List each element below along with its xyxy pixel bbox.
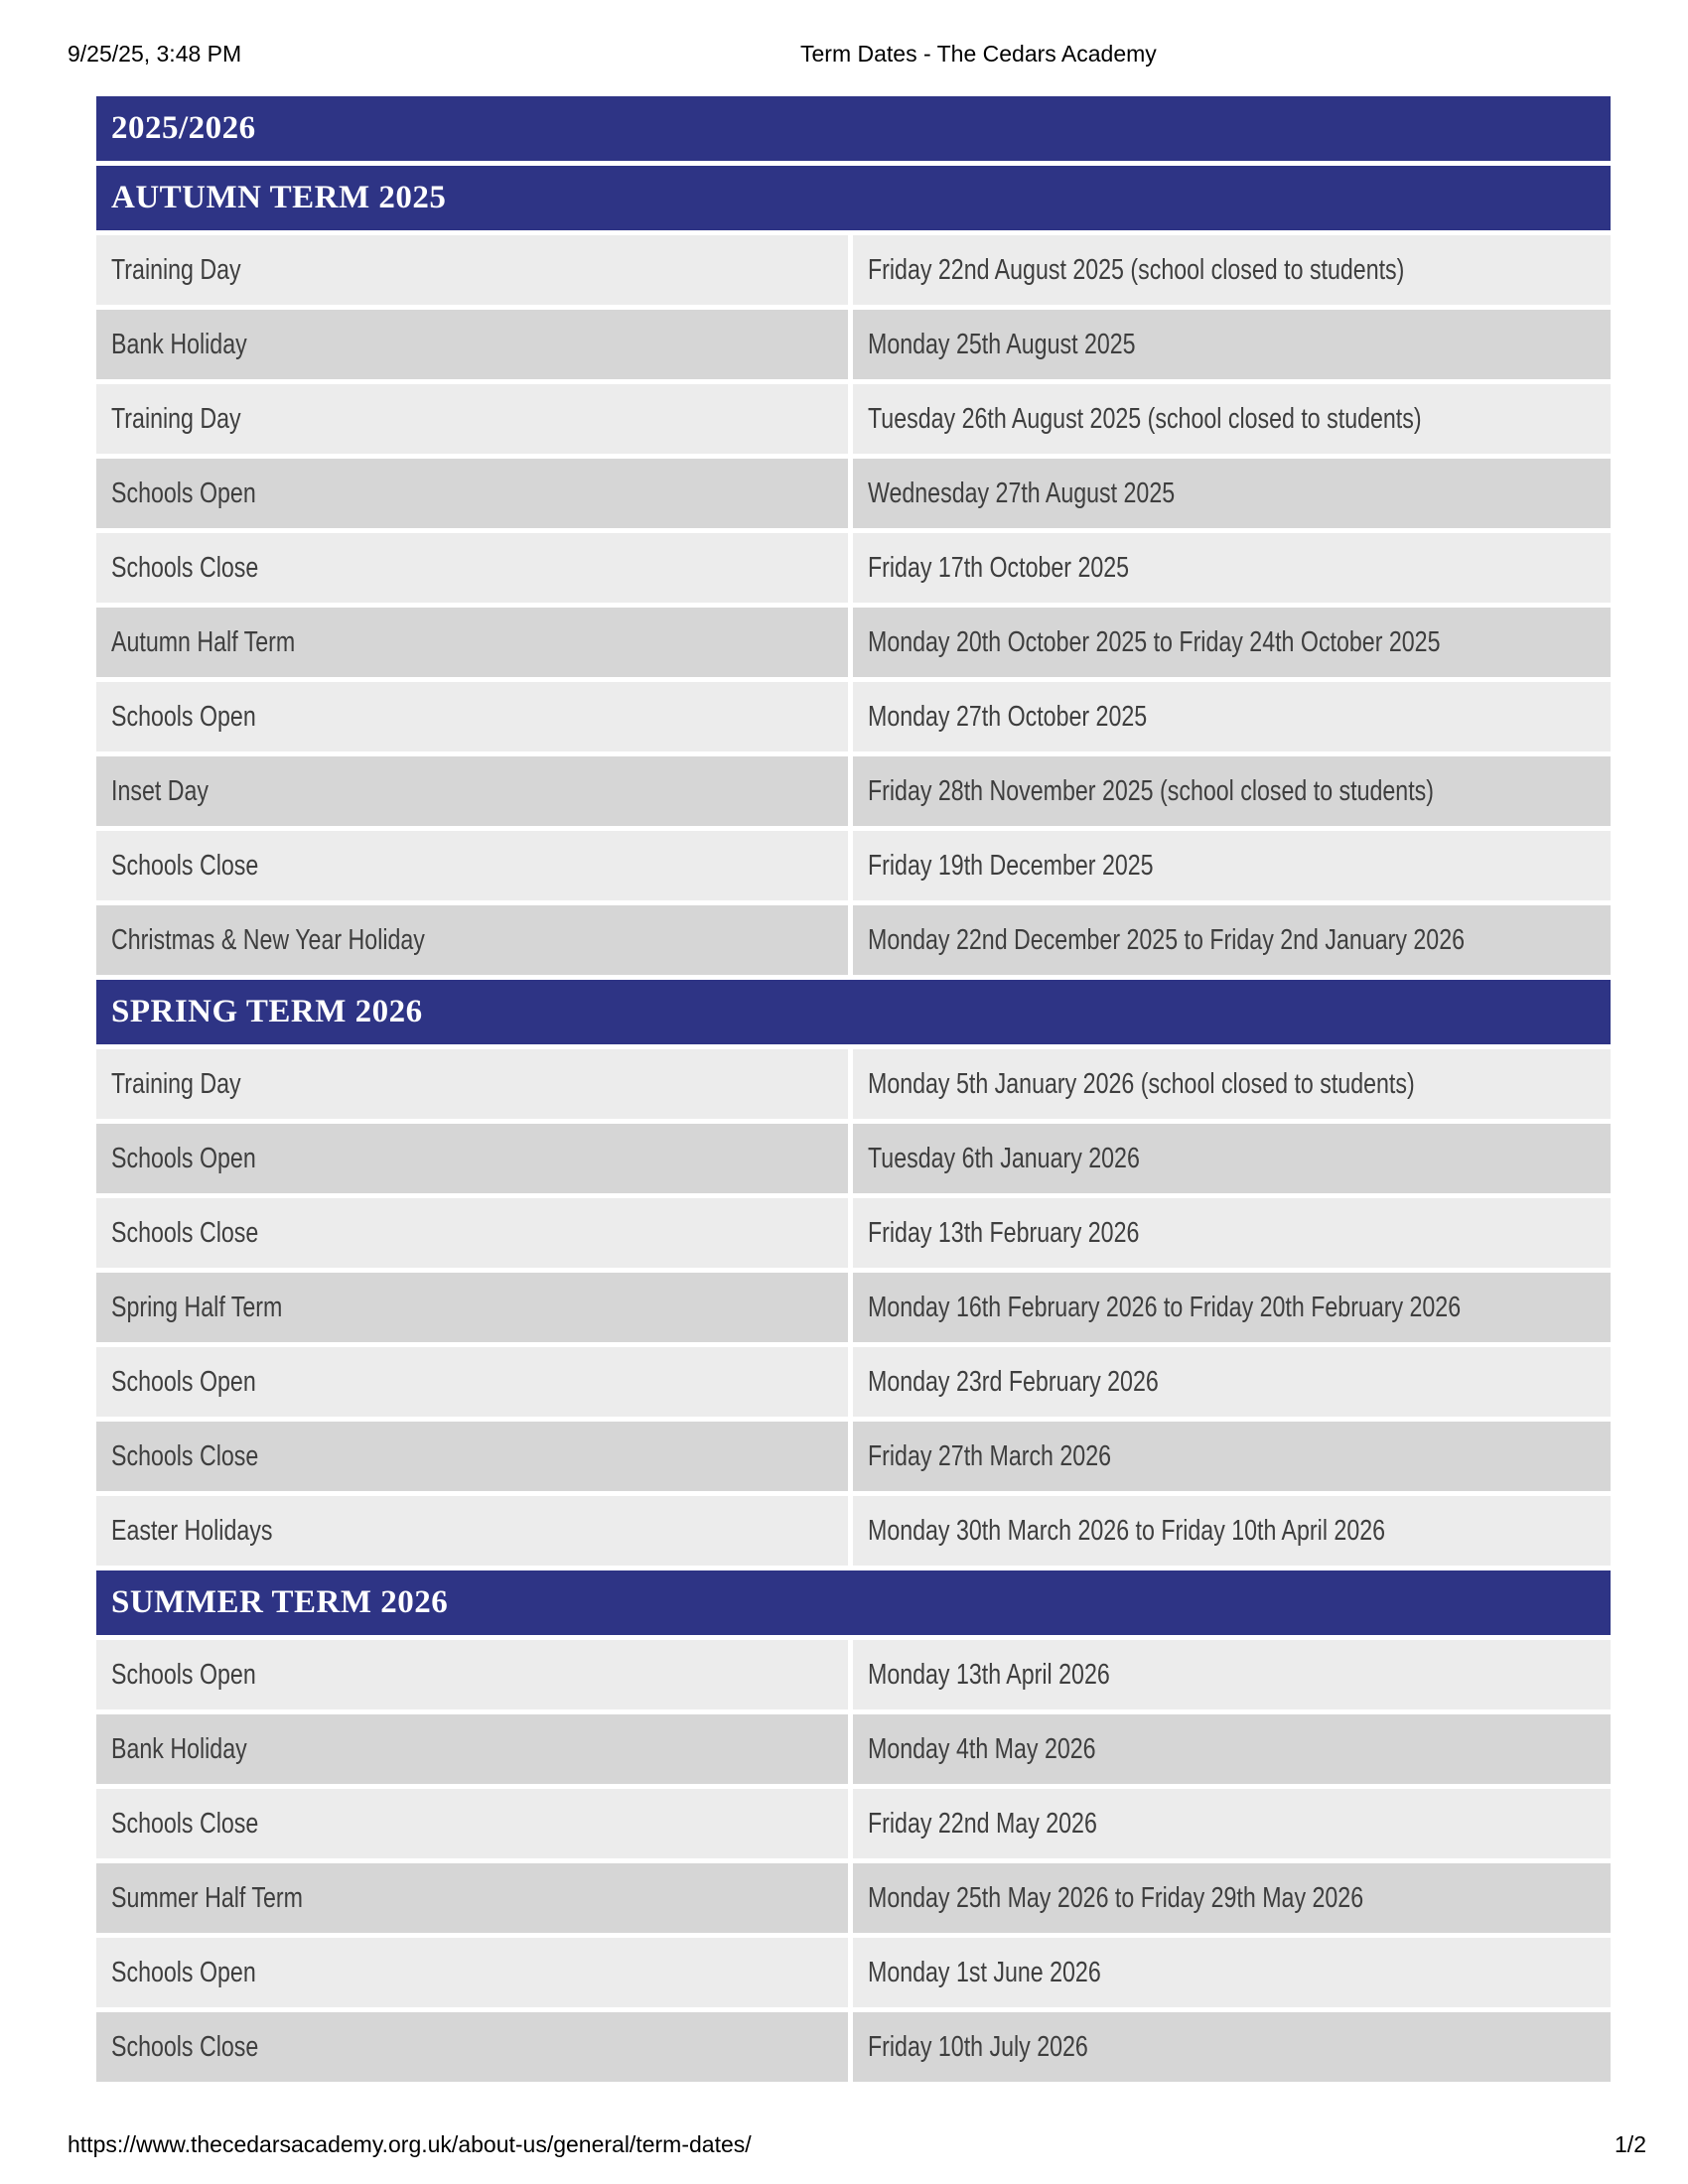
date-text: Friday 19th December 2025 bbox=[868, 849, 1154, 882]
table-row bbox=[96, 1273, 1611, 1342]
event-cell bbox=[96, 608, 848, 677]
event-text: Schools Open bbox=[111, 1658, 256, 1691]
date-cell bbox=[853, 1714, 1611, 1784]
date-text: Monday 1st June 2026 bbox=[868, 1956, 1101, 1988]
date-cell bbox=[853, 459, 1611, 528]
event-text: Schools Open bbox=[111, 477, 256, 509]
table-row bbox=[96, 459, 1611, 528]
event-text: Schools Close bbox=[111, 551, 259, 584]
event-cell bbox=[96, 310, 848, 379]
date-text: Monday 23rd February 2026 bbox=[868, 1365, 1159, 1398]
event-cell bbox=[96, 1124, 848, 1193]
event-cell bbox=[96, 1714, 848, 1784]
date-cell bbox=[853, 1347, 1611, 1417]
event-cell bbox=[96, 2012, 848, 2082]
date-cell bbox=[853, 1496, 1611, 1566]
event-text: Training Day bbox=[111, 402, 241, 435]
date-cell bbox=[853, 1789, 1611, 1858]
table-row bbox=[96, 1938, 1611, 2007]
table-row bbox=[96, 1714, 1611, 1784]
event-cell bbox=[96, 1789, 848, 1858]
date-cell bbox=[853, 1863, 1611, 1933]
table-row bbox=[96, 1789, 1611, 1858]
date-text: Friday 10th July 2026 bbox=[868, 2030, 1088, 2063]
table-row bbox=[96, 682, 1611, 751]
section-header-spring-term-2026: SPRING TERM 2026 bbox=[96, 980, 1611, 1044]
table-row bbox=[96, 608, 1611, 677]
date-text: Monday 13th April 2026 bbox=[868, 1658, 1110, 1691]
table-row bbox=[96, 1422, 1611, 1491]
date-text: Monday 4th May 2026 bbox=[868, 1732, 1096, 1765]
event-text: Summer Half Term bbox=[111, 1881, 303, 1914]
section-header-summer-term-2026: SUMMER TERM 2026 bbox=[96, 1570, 1611, 1635]
event-text: Inset Day bbox=[111, 774, 209, 807]
date-cell bbox=[853, 1049, 1611, 1119]
date-cell bbox=[853, 756, 1611, 826]
date-text: Monday 22nd December 2025 to Friday 2nd January 2026 bbox=[868, 923, 1466, 956]
event-cell bbox=[96, 1198, 848, 1268]
event-cell bbox=[96, 384, 848, 454]
event-cell bbox=[96, 533, 848, 603]
event-cell bbox=[96, 682, 848, 751]
event-cell bbox=[96, 831, 848, 900]
table-row bbox=[96, 2012, 1611, 2082]
event-text: Training Day bbox=[111, 1067, 241, 1100]
table-row bbox=[96, 384, 1611, 454]
date-text: Monday 5th January 2026 (school closed to students) bbox=[868, 1067, 1415, 1100]
date-cell bbox=[853, 310, 1611, 379]
date-text: Monday 16th February 2026 to Friday 20th February 2026 bbox=[868, 1291, 1462, 1323]
event-cell bbox=[96, 1347, 848, 1417]
date-text: Friday 27th March 2026 bbox=[868, 1439, 1112, 1472]
date-cell bbox=[853, 1124, 1611, 1193]
event-cell bbox=[96, 1863, 848, 1933]
print-footer-url: https://www.thecedarsacademy.org.uk/about-us/general/term-dates/ bbox=[68, 2131, 752, 2157]
date-cell bbox=[853, 235, 1611, 305]
event-text: Spring Half Term bbox=[111, 1291, 283, 1323]
event-text: Schools Close bbox=[111, 1807, 259, 1840]
table-row bbox=[96, 756, 1611, 826]
event-text: Schools Open bbox=[111, 700, 256, 733]
table-row bbox=[96, 1049, 1611, 1119]
table-row bbox=[96, 310, 1611, 379]
date-cell bbox=[853, 2012, 1611, 2082]
table-row bbox=[96, 831, 1611, 900]
date-cell bbox=[853, 905, 1611, 975]
event-cell bbox=[96, 1938, 848, 2007]
table-row bbox=[96, 1124, 1611, 1193]
event-text: Easter Holidays bbox=[111, 1514, 273, 1547]
date-text: Monday 25th May 2026 to Friday 29th May 2026 bbox=[868, 1881, 1364, 1914]
table-row bbox=[96, 235, 1611, 305]
date-text: Wednesday 27th August 2025 bbox=[868, 477, 1176, 509]
date-text: Monday 30th March 2026 to Friday 10th April 2026 bbox=[868, 1514, 1386, 1547]
table-row bbox=[96, 533, 1611, 603]
event-cell bbox=[96, 235, 848, 305]
event-text: Bank Holiday bbox=[111, 1732, 247, 1765]
date-text: Friday 22nd May 2026 bbox=[868, 1807, 1097, 1840]
date-cell bbox=[853, 1938, 1611, 2007]
event-cell bbox=[96, 756, 848, 826]
date-text: Friday 22nd August 2025 (school closed to students) bbox=[868, 253, 1405, 286]
event-text: Autumn Half Term bbox=[111, 625, 296, 658]
date-text: Monday 25th August 2025 bbox=[868, 328, 1136, 360]
event-cell bbox=[96, 1049, 848, 1119]
date-text: Monday 27th October 2025 bbox=[868, 700, 1148, 733]
event-cell bbox=[96, 1273, 848, 1342]
event-cell bbox=[96, 459, 848, 528]
date-text: Friday 13th February 2026 bbox=[868, 1216, 1140, 1249]
print-header-datetime: 9/25/25, 3:48 PM bbox=[68, 41, 242, 67]
date-cell bbox=[853, 608, 1611, 677]
term-dates-table bbox=[96, 96, 1611, 2087]
event-text: Schools Open bbox=[111, 1956, 256, 1988]
event-text: Schools Close bbox=[111, 849, 259, 882]
event-text: Schools Close bbox=[111, 1216, 259, 1249]
table-row bbox=[96, 1496, 1611, 1566]
date-text: Monday 20th October 2025 to Friday 24th October 2025 bbox=[868, 625, 1441, 658]
date-text: Friday 28th November 2025 (school closed to students) bbox=[868, 774, 1434, 807]
year-header: 2025/2026 bbox=[96, 96, 1611, 161]
date-text: Tuesday 6th January 2026 bbox=[868, 1142, 1140, 1174]
event-text: Christmas & New Year Holiday bbox=[111, 923, 425, 956]
date-cell bbox=[853, 384, 1611, 454]
date-cell bbox=[853, 1198, 1611, 1268]
event-cell bbox=[96, 1422, 848, 1491]
date-cell bbox=[853, 1422, 1611, 1491]
print-header-title: Term Dates - The Cedars Academy bbox=[800, 41, 1157, 67]
event-text: Schools Open bbox=[111, 1365, 256, 1398]
date-text: Friday 17th October 2025 bbox=[868, 551, 1130, 584]
section-header-autumn-term-2025: AUTUMN TERM 2025 bbox=[96, 166, 1611, 230]
print-footer-page: 1/2 bbox=[1615, 2131, 1646, 2157]
table-row bbox=[96, 1640, 1611, 1709]
event-text: Schools Close bbox=[111, 2030, 259, 2063]
event-cell bbox=[96, 905, 848, 975]
date-cell bbox=[853, 1640, 1611, 1709]
table-row bbox=[96, 905, 1611, 975]
event-text: Training Day bbox=[111, 253, 241, 286]
table-row bbox=[96, 1863, 1611, 1933]
event-cell bbox=[96, 1496, 848, 1566]
table-row bbox=[96, 1198, 1611, 1268]
event-cell bbox=[96, 1640, 848, 1709]
table-row bbox=[96, 1347, 1611, 1417]
event-text: Schools Open bbox=[111, 1142, 256, 1174]
date-cell bbox=[853, 533, 1611, 603]
event-text: Schools Close bbox=[111, 1439, 259, 1472]
event-text: Bank Holiday bbox=[111, 328, 247, 360]
date-text: Tuesday 26th August 2025 (school closed to students) bbox=[868, 402, 1422, 435]
date-cell bbox=[853, 831, 1611, 900]
date-cell bbox=[853, 682, 1611, 751]
date-cell bbox=[853, 1273, 1611, 1342]
